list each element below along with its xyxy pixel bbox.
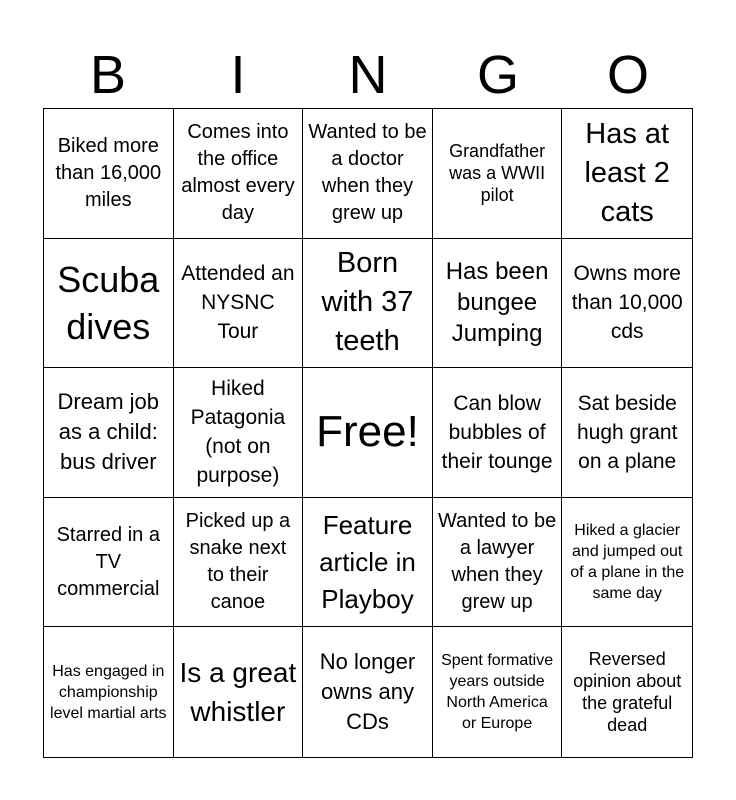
bingo-cell-free[interactable] [303, 368, 433, 498]
bingo-cell-r5-c5[interactable] [562, 627, 692, 757]
header-letter-i: I [230, 45, 246, 105]
bingo-cell-r2-c3[interactable] [303, 239, 433, 369]
cell-text: Has been bungee Jumping [445, 258, 549, 348]
cell-text: Scuba dives [57, 258, 160, 347]
bingo-cell-r2-c4[interactable] [433, 239, 563, 369]
bingo-cell-r1-c5[interactable] [562, 109, 692, 239]
cell-text: Dream job as a child: bus driver [57, 389, 160, 475]
cell-text: Sat beside hugh grant on a plane [576, 391, 678, 473]
bingo-cell-r2-c2[interactable] [174, 239, 304, 369]
bingo-cell-r2-c5[interactable] [562, 239, 692, 369]
cell-text: Biked more than 16,000 miles [55, 134, 162, 211]
cell-text: Hiked a glacier and jumped out of a plane in the same day [570, 522, 685, 603]
bingo-cell-r2-c1[interactable] [44, 239, 174, 369]
cell-text: Reversed opinion about the grateful dead [573, 649, 682, 736]
bingo-cell-r1-c3[interactable] [303, 109, 433, 239]
cell-text: Born with 37 teeth [321, 247, 414, 358]
cell-text: Has at least 2 cats [584, 117, 670, 228]
header-letter-g: G [476, 45, 519, 105]
bingo-cell-r5-c2[interactable] [174, 627, 304, 757]
cell-text: Wanted to be a doctor when they grew up [308, 121, 427, 225]
cell-text: Can blow bubbles of their tounge [441, 391, 553, 473]
bingo-cell-r5-c4[interactable] [433, 627, 563, 757]
bingo-cell-r3-c4[interactable] [433, 368, 563, 498]
bingo-cell-r1-c1[interactable] [44, 109, 174, 239]
bingo-cell-r1-c2[interactable] [174, 109, 304, 239]
cell-text: Comes into the office almost every day [181, 121, 295, 225]
cell-text: Wanted to be a lawyer when they grew up [437, 510, 557, 614]
cell-text: Hiked Patagonia (not on purpose) [190, 377, 286, 488]
cell-text: No longer owns any CDs [319, 649, 416, 735]
bingo-cell-r4-c2[interactable] [174, 498, 304, 628]
cell-text: Grandfather was a WWII pilot [449, 141, 546, 206]
bingo-cell-r3-c1[interactable] [44, 368, 174, 498]
cell-text: Owns more than 10,000 cds [571, 262, 683, 344]
header-letter-n: N [348, 45, 388, 105]
bingo-cell-r4-c1[interactable] [44, 498, 174, 628]
cell-text: Starred in a TV commercial [56, 523, 160, 600]
bingo-cell-r5-c1[interactable] [44, 627, 174, 757]
cell-text: Feature article in Playboy [319, 509, 416, 614]
cell-text: Attended an NYSNC Tour [181, 262, 295, 344]
free-space-label: Free! [316, 407, 419, 457]
bingo-cell-r5-c3[interactable] [303, 627, 433, 757]
bingo-cell-r1-c4[interactable] [433, 109, 563, 239]
cell-text: Has engaged in championship level martial arts [50, 662, 167, 722]
cell-text: Is a great whistler [179, 657, 297, 728]
header-letter-o: O [606, 45, 649, 105]
bingo-header [43, 42, 693, 108]
bingo-cell-r4-c3[interactable] [303, 498, 433, 628]
cell-text: Spent formative years outside North America or Europe [441, 652, 554, 733]
cell-text: Picked up a snake next to their canoe [185, 510, 291, 614]
bingo-cell-r4-c4[interactable] [433, 498, 563, 628]
bingo-cell-r3-c2[interactable] [174, 368, 304, 498]
bingo-cell-r3-c5[interactable] [562, 368, 692, 498]
bingo-cell-r4-c5[interactable] [562, 498, 692, 628]
header-letter-b: B [89, 45, 127, 105]
bingo-grid [43, 108, 693, 758]
